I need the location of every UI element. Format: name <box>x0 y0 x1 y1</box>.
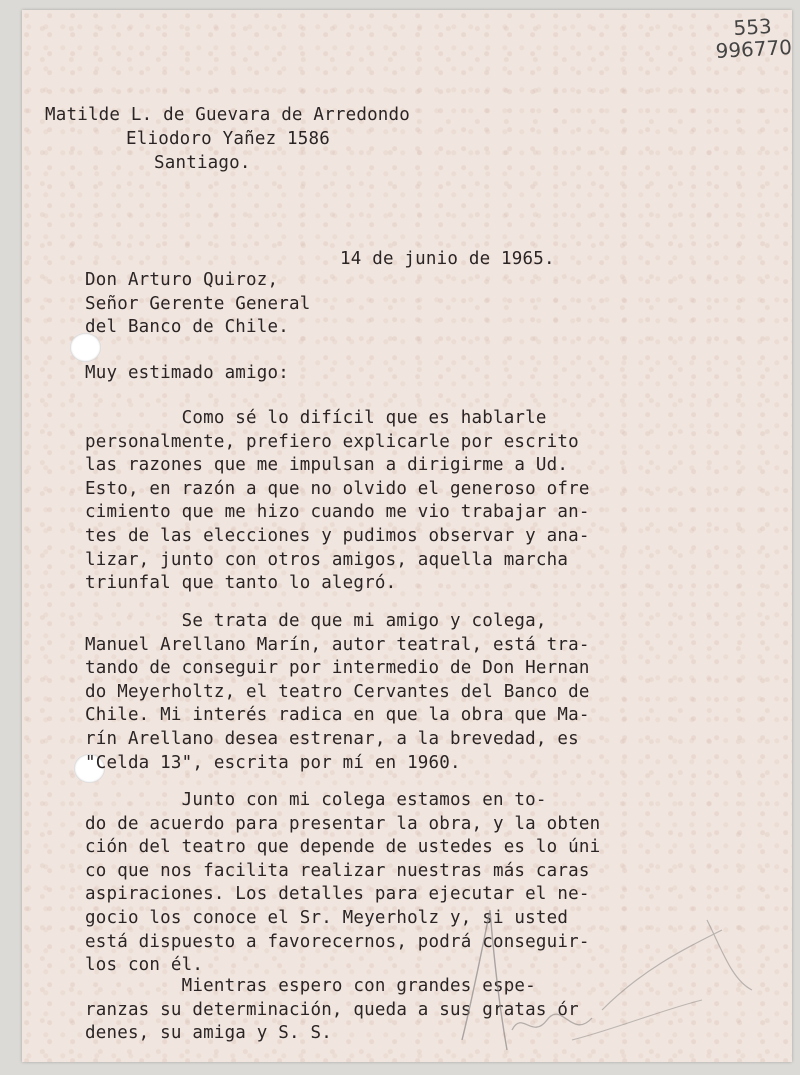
archive-reference <box>714 14 793 62</box>
paragraph-line: Junto con mi colega estamos en to- <box>85 790 547 810</box>
paragraph-line: denes, su amiga y S. S. <box>85 1023 332 1044</box>
paragraph-line: Manuel Arellano Marín, autor teatral, está tra- <box>85 634 590 655</box>
paragraph-line: Se trata de que mi amigo y colega, <box>85 611 547 631</box>
paragraph-line: "Celda 13", escrita por mí en 1960. <box>85 752 461 773</box>
paragraph-line: personalmente, prefiero explicarle por escrito <box>85 431 579 452</box>
paragraph-line: gocio los conoce el Sr. Meyerholz y, si usted <box>85 907 569 928</box>
salutation: Muy estimado amigo: <box>85 363 289 383</box>
paragraph-line: tes de las elecciones y pudimos observar y ana- <box>85 525 590 546</box>
letter-sheet <box>22 10 792 1062</box>
letter-date: 14 de junio de 1965. <box>340 249 555 269</box>
sender-name: Matilde L. de Guevara de Arredondo <box>45 105 411 125</box>
archive-number-1: 553 <box>732 14 773 40</box>
recipient-line: Don Arturo Quiroz, <box>85 270 279 290</box>
sender-street: Eliodoro Yañez 1586 <box>126 129 330 149</box>
paragraph-line: ción del teatro que depende de ustedes es lo úni <box>85 837 601 858</box>
paragraph-2 <box>85 610 590 775</box>
archive-number-2: 996770 <box>715 35 793 63</box>
paragraph-line: Mientras espero con grandes espe- <box>85 976 536 996</box>
paragraph-line: los con él. <box>85 955 204 976</box>
handwritten-signature <box>452 890 772 1060</box>
recipient-line: del Banco de Chile. <box>85 317 289 338</box>
paragraph-line: tando de conseguir por intermedio de Don Hernan <box>85 658 590 679</box>
paragraph-line: do de acuerdo para presentar la obra, y la obten <box>85 813 601 834</box>
paragraph-line: do Meyerholtz, el teatro Cervantes del Banco de <box>85 681 590 702</box>
paragraph-line: está dispuesto a favorecernos, podrá conseguir- <box>85 931 590 952</box>
paragraph-line: ranzas su determinación, queda a sus gratas ór <box>85 999 579 1020</box>
paragraph-line: Chile. Mi interés radica en que la obra que Ma- <box>85 705 590 726</box>
paragraph-line: Como sé lo difícil que es hablarle <box>85 408 547 428</box>
paragraph-line: lizar, junto con otros amigos, aquella marcha <box>85 549 569 570</box>
recipient-block <box>85 269 310 340</box>
paragraph-1 <box>85 407 590 596</box>
sender-city: Santiago. <box>154 153 251 173</box>
paragraph-line: Esto, en razón a que no olvido el generoso ofre <box>85 478 590 499</box>
paragraph-line: triunfal que tanto lo alegró. <box>85 573 397 594</box>
paragraph-line: las razones que me impulsan a dirigirme a Ud. <box>85 455 569 476</box>
paragraph-line: rín Arellano desea estrenar, a la brevedad, es <box>85 728 579 749</box>
paragraph-line: cimiento que me hizo cuando me vio trabajar an- <box>85 502 590 523</box>
paragraph-line: co que nos facilita realizar nuestras más caras <box>85 860 590 881</box>
paragraph-line: aspiraciones. Los detalles para ejecutar el ne- <box>85 884 590 905</box>
recipient-line: Señor Gerente General <box>85 293 311 314</box>
